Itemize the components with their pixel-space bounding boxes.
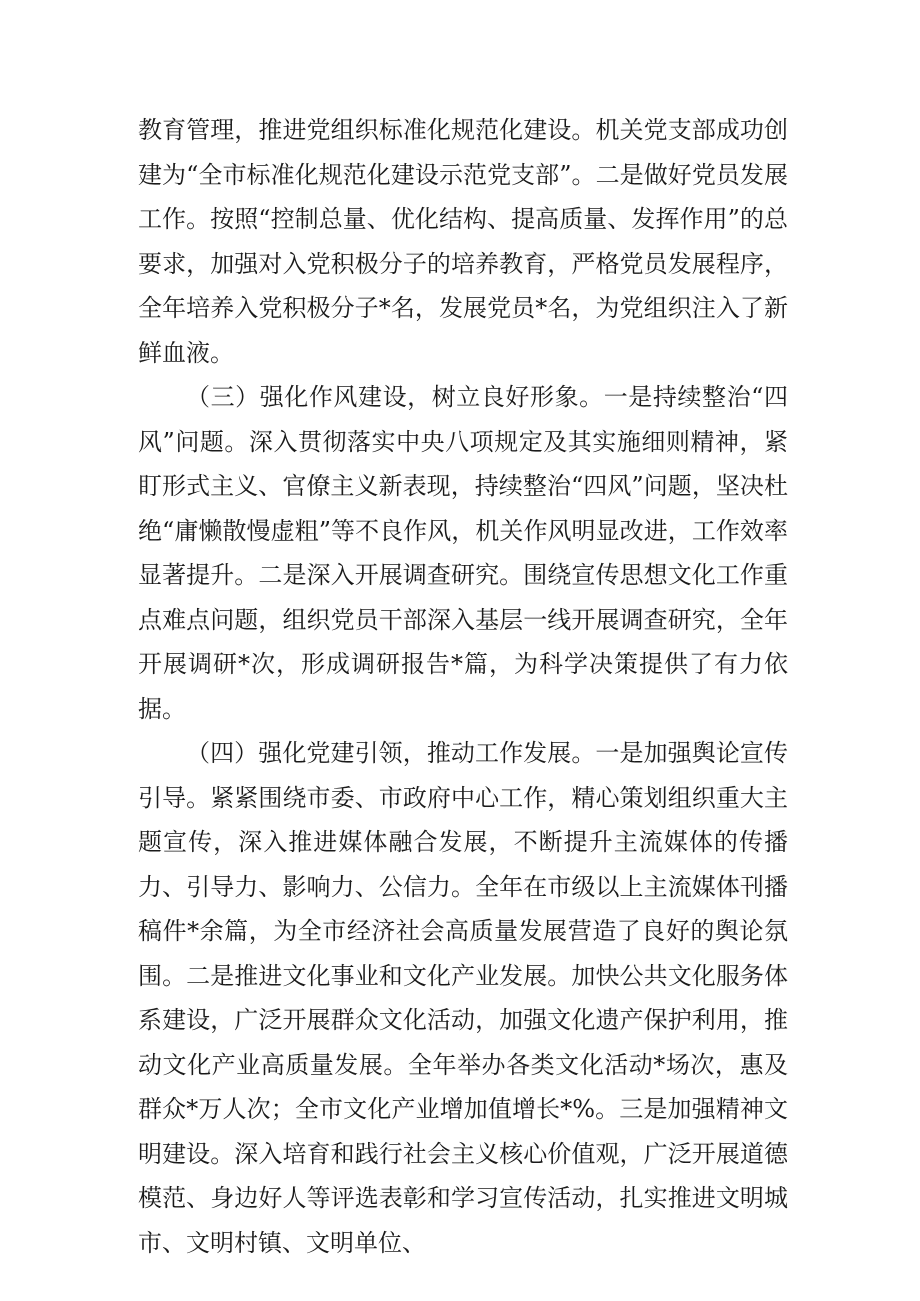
document-body	[138, 108, 788, 1265]
paragraph-work-style-building: （三）强化作风建设，树立良好形象。一是持续整治“四风”问题。深入贯彻落实中央八项规定及其实施细则精神，紧盯形式主义、官僚主义新表现，持续整治“四风”问题，坚决杜绝“庸懒散慢虚粗”等不良作风，机关作风明显改进，工作效率显著提升。二是深入开展调查研究。围绕宣传思想文化工作重点难点问题，组织党员干部深入基层一线开展调查研究，全年开展调研*次，形成调研报告*篇，为科学决策提供了有力依据。	[138, 383, 788, 723]
paragraph-party-member-development: 教育管理，推进党组织标准化规范化建设。机关党支部成功创建为“全市标准化规范化建设示范党支部”。二是做好党员发展工作。按照“控制总量、优化结构、提高质量、发挥作用”的总要求，加强对入党积极分子的培养教育，严格党员发展程序，全年培养入党积极分子*名，发展党员*名，为党组织注入了新鲜血液。	[138, 116, 788, 367]
paragraph-party-building-leadership: （四）强化党建引领，推动工作发展。一是加强舆论宣传引导。紧紧围绕市委、市政府中心工作，精心策划组织重大主题宣传，深入推进媒体融合发展，不断提升主流媒体的传播力、引导力、影响力、公信力。全年在市级以上主流媒体刊播稿件*余篇，为全市经济社会高质量发展营造了良好的舆论氛围。二是推进文化事业和文化产业发展。加快公共文化服务体系建设，广泛开展群众文化活动，加强文化遗产保护利用，推动文化产业高质量发展。全年举办各类文化活动*场次，惠及群众*万人次；全市文化产业增加值增长*%。三是加强精神文明建设。深入培育和践行社会主义核心价值观，广泛开展道德模范、身边好人等评选表彰和学习宣传活动，扎实推进文明城市、文明村镇、文明单位、	[138, 739, 788, 1257]
